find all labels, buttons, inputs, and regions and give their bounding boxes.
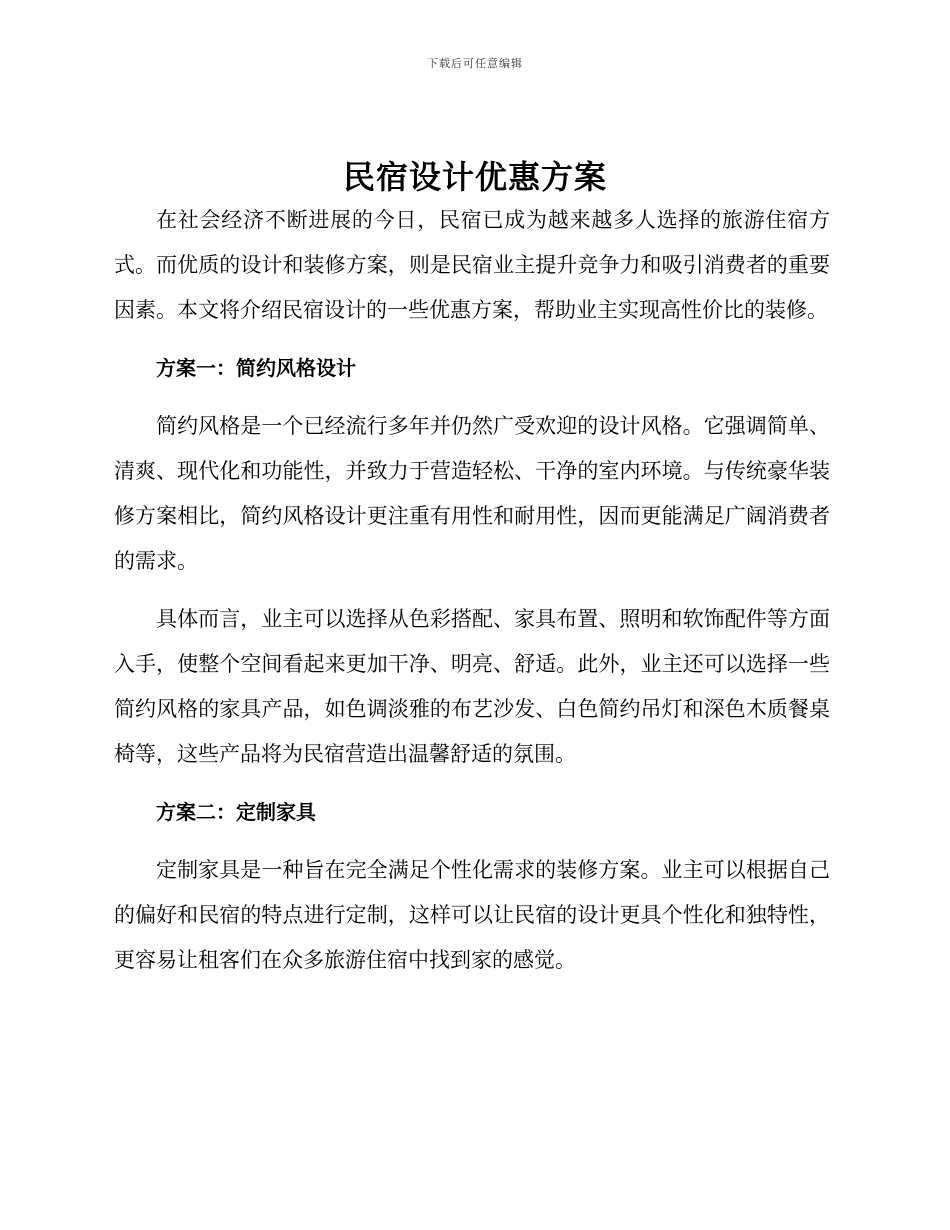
intro-paragraph: 在社会经济不断进展的今日，民宿已成为越来越多人选择的旅游住宿方式。而优质的设计和装修方案，则是民宿业主提升竞争力和吸引消费者的重要因素。本文将介绍民宿设计的一些优惠方案，帮助业主实现高性价比的装修。	[114, 208, 830, 322]
plan1-paragraph-1: 简约风格是一个已经流行多年并仍然广受欢迎的设计风格。它强调简单、清爽、现代化和功能性，并致力于营造轻松、干净的室内环境。与传统豪华装修方案相比，简约风格设计更注重有用性和耐用性，因而更能满足广阔消费者的需求。	[114, 414, 830, 573]
document-body	[114, 198, 830, 983]
section-heading-plan1: 方案一：简约风格设计	[156, 356, 356, 380]
header-note: 下载后可任意编辑	[427, 57, 523, 70]
plan2-paragraph-1: 定制家具是一种旨在完全满足个性化需求的装修方案。业主可以根据自己的偏好和民宿的特点进行定制，这样可以让民宿的设计更具个性化和独特性，更容易让租客们在众多旅游住宿中找到家的感觉。	[114, 858, 830, 972]
section-heading-plan2: 方案二：定制家具	[156, 800, 316, 824]
plan1-paragraph-2: 具体而言，业主可以选择从色彩搭配、家具布置、照明和软饰配件等方面入手，使整个空间看起来更加干净、明亮、舒适。此外，业主还可以选择一些简约风格的家具产品，如色调淡雅的布艺沙发、白色简约吊灯和深色木质餐桌椅等，这些产品将为民宿营造出温馨舒适的氛围。	[114, 607, 830, 766]
document-title: 民宿设计优惠方案	[342, 158, 607, 196]
